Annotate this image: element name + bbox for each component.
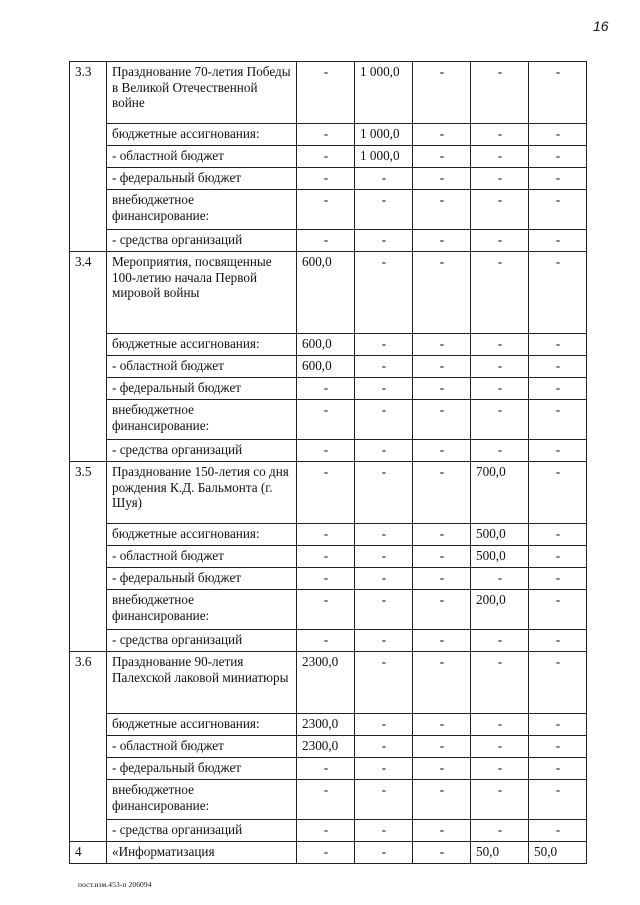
row-label: - средства организаций — [107, 440, 297, 462]
table-row — [70, 820, 587, 842]
value-cell: - — [413, 630, 471, 652]
value-cell: - — [355, 400, 413, 440]
value-cell: - — [355, 714, 413, 736]
table-row — [70, 190, 587, 230]
table-row — [70, 146, 587, 168]
value-cell: 600,0 — [297, 356, 355, 378]
value-cell: - — [355, 440, 413, 462]
table-row — [70, 842, 587, 864]
row-label: Празднование 150-летия со дня рождения К.Д. Бальмонта (г. Шуя) — [107, 462, 297, 524]
value-cell: - — [355, 842, 413, 864]
value-cell: - — [297, 230, 355, 252]
value-cell: - — [413, 124, 471, 146]
value-cell: - — [297, 462, 355, 524]
page-number: 16 — [593, 18, 609, 34]
value-cell: 2300,0 — [297, 736, 355, 758]
section-number-cell — [70, 230, 107, 252]
value-cell: - — [297, 590, 355, 630]
value-cell: - — [471, 758, 529, 780]
row-label: бюджетные ассигнования: — [107, 334, 297, 356]
value-cell: - — [413, 440, 471, 462]
value-cell: - — [413, 652, 471, 714]
value-cell: - — [529, 736, 587, 758]
table-row — [70, 758, 587, 780]
value-cell: - — [413, 590, 471, 630]
value-cell: 600,0 — [297, 252, 355, 334]
section-number-cell: 3.6 — [70, 652, 107, 714]
table-row — [70, 546, 587, 568]
section-number-cell — [70, 546, 107, 568]
document-footer-code: пост.изм.453-п 206094 — [78, 880, 152, 889]
row-label: бюджетные ассигнования: — [107, 124, 297, 146]
value-cell: - — [297, 400, 355, 440]
value-cell: - — [413, 736, 471, 758]
value-cell: - — [529, 780, 587, 820]
value-cell: - — [529, 378, 587, 400]
row-label: - областной бюджет — [107, 546, 297, 568]
table-row — [70, 62, 587, 124]
value-cell: - — [413, 356, 471, 378]
value-cell: - — [355, 780, 413, 820]
row-label: Мероприятия, посвященные 100-летию начала Первой мировой войны — [107, 252, 297, 334]
value-cell: - — [355, 168, 413, 190]
section-number-cell — [70, 440, 107, 462]
value-cell: - — [471, 378, 529, 400]
value-cell: - — [471, 230, 529, 252]
row-label: - федеральный бюджет — [107, 758, 297, 780]
section-number-cell — [70, 630, 107, 652]
table-row — [70, 736, 587, 758]
value-cell: - — [355, 252, 413, 334]
section-number-cell: 3.4 — [70, 252, 107, 334]
table-row — [70, 400, 587, 440]
value-cell: - — [471, 124, 529, 146]
value-cell: - — [297, 62, 355, 124]
section-number-cell — [70, 714, 107, 736]
value-cell: - — [413, 462, 471, 524]
section-number-cell: 3.3 — [70, 62, 107, 124]
table-row — [70, 780, 587, 820]
table-row — [70, 356, 587, 378]
value-cell: - — [297, 168, 355, 190]
section-number-cell — [70, 568, 107, 590]
row-label: - областной бюджет — [107, 146, 297, 168]
section-number-cell — [70, 524, 107, 546]
row-label: Празднование 70-летия Победы в Великой Отечественной войне — [107, 62, 297, 124]
section-number-cell — [70, 780, 107, 820]
value-cell: - — [529, 124, 587, 146]
row-label: «Информатизация — [107, 842, 297, 864]
value-cell: 1 000,0 — [355, 62, 413, 124]
value-cell: - — [297, 524, 355, 546]
section-number-cell: 3.5 — [70, 462, 107, 524]
row-label: - областной бюджет — [107, 736, 297, 758]
section-number-cell — [70, 124, 107, 146]
row-label: - областной бюджет — [107, 356, 297, 378]
value-cell: - — [471, 820, 529, 842]
value-cell: - — [297, 146, 355, 168]
section-number-cell — [70, 146, 107, 168]
section-number-cell — [70, 820, 107, 842]
value-cell: - — [355, 230, 413, 252]
value-cell: 50,0 — [529, 842, 587, 864]
value-cell: - — [529, 190, 587, 230]
value-cell: - — [471, 168, 529, 190]
value-cell: - — [297, 758, 355, 780]
value-cell: - — [413, 546, 471, 568]
value-cell: - — [529, 62, 587, 124]
row-label: внебюджетное финансирование: — [107, 190, 297, 230]
value-cell: - — [413, 524, 471, 546]
section-number-cell — [70, 168, 107, 190]
value-cell: - — [529, 252, 587, 334]
table-row — [70, 590, 587, 630]
value-cell: - — [413, 334, 471, 356]
value-cell: - — [297, 780, 355, 820]
value-cell: - — [471, 62, 529, 124]
value-cell: - — [529, 714, 587, 736]
section-number-cell — [70, 590, 107, 630]
value-cell: - — [471, 334, 529, 356]
table-row — [70, 334, 587, 356]
value-cell: - — [413, 168, 471, 190]
value-cell: - — [297, 546, 355, 568]
budget-table — [69, 61, 587, 864]
row-label: внебюджетное финансирование: — [107, 780, 297, 820]
value-cell: - — [355, 546, 413, 568]
table-row — [70, 714, 587, 736]
value-cell: - — [413, 230, 471, 252]
table-row — [70, 524, 587, 546]
value-cell: - — [355, 568, 413, 590]
value-cell: - — [471, 714, 529, 736]
value-cell: - — [297, 378, 355, 400]
table-row — [70, 378, 587, 400]
row-label: бюджетные ассигнования: — [107, 524, 297, 546]
section-number-cell — [70, 334, 107, 356]
section-number-cell — [70, 758, 107, 780]
value-cell: - — [529, 590, 587, 630]
section-number-cell — [70, 400, 107, 440]
value-cell: - — [297, 568, 355, 590]
section-number-cell: 4 — [70, 842, 107, 864]
value-cell: - — [355, 630, 413, 652]
value-cell: - — [297, 190, 355, 230]
value-cell: - — [413, 252, 471, 334]
value-cell: - — [529, 462, 587, 524]
value-cell: - — [471, 400, 529, 440]
value-cell: - — [529, 440, 587, 462]
section-number-cell — [70, 378, 107, 400]
value-cell: - — [471, 568, 529, 590]
value-cell: - — [529, 356, 587, 378]
value-cell: 1 000,0 — [355, 146, 413, 168]
value-cell: - — [355, 820, 413, 842]
value-cell: - — [413, 758, 471, 780]
table-row — [70, 168, 587, 190]
value-cell: 700,0 — [471, 462, 529, 524]
value-cell: - — [529, 400, 587, 440]
value-cell: - — [529, 146, 587, 168]
row-label: внебюджетное финансирование: — [107, 590, 297, 630]
value-cell: - — [297, 630, 355, 652]
value-cell: 50,0 — [471, 842, 529, 864]
value-cell: - — [529, 820, 587, 842]
value-cell: 200,0 — [471, 590, 529, 630]
value-cell: - — [529, 524, 587, 546]
value-cell: 500,0 — [471, 524, 529, 546]
value-cell: - — [529, 168, 587, 190]
value-cell: 2300,0 — [297, 714, 355, 736]
value-cell: 600,0 — [297, 334, 355, 356]
value-cell: - — [529, 230, 587, 252]
table-row — [70, 252, 587, 334]
value-cell: - — [529, 630, 587, 652]
row-label: - федеральный бюджет — [107, 168, 297, 190]
value-cell: - — [297, 124, 355, 146]
value-cell: - — [529, 568, 587, 590]
row-label: внебюджетное финансирование: — [107, 400, 297, 440]
value-cell: - — [355, 524, 413, 546]
value-cell: - — [413, 714, 471, 736]
value-cell: - — [413, 62, 471, 124]
value-cell: 1 000,0 — [355, 124, 413, 146]
value-cell: - — [355, 736, 413, 758]
value-cell: - — [355, 652, 413, 714]
table-row — [70, 230, 587, 252]
row-label: - средства организаций — [107, 230, 297, 252]
value-cell: - — [297, 842, 355, 864]
value-cell: - — [529, 546, 587, 568]
value-cell: - — [471, 780, 529, 820]
table-row — [70, 124, 587, 146]
value-cell: - — [413, 146, 471, 168]
value-cell: - — [297, 820, 355, 842]
value-cell: - — [529, 758, 587, 780]
value-cell: - — [355, 190, 413, 230]
value-cell: - — [413, 820, 471, 842]
value-cell: - — [413, 190, 471, 230]
value-cell: - — [355, 462, 413, 524]
row-label: - федеральный бюджет — [107, 378, 297, 400]
value-cell: - — [413, 780, 471, 820]
value-cell: - — [413, 378, 471, 400]
value-cell: - — [471, 736, 529, 758]
value-cell: - — [355, 590, 413, 630]
value-cell: - — [471, 652, 529, 714]
section-number-cell — [70, 190, 107, 230]
value-cell: - — [355, 356, 413, 378]
value-cell: - — [355, 378, 413, 400]
value-cell: - — [471, 440, 529, 462]
value-cell: - — [529, 334, 587, 356]
value-cell: - — [529, 652, 587, 714]
row-label: - федеральный бюджет — [107, 568, 297, 590]
table-row — [70, 568, 587, 590]
value-cell: - — [471, 356, 529, 378]
row-label: Празднование 90-летия Палехской лаковой миниатюры — [107, 652, 297, 714]
table-row — [70, 462, 587, 524]
table-row — [70, 630, 587, 652]
value-cell: 2300,0 — [297, 652, 355, 714]
value-cell: - — [297, 440, 355, 462]
row-label: - средства организаций — [107, 820, 297, 842]
value-cell: - — [471, 630, 529, 652]
table-row — [70, 652, 587, 714]
row-label: - средства организаций — [107, 630, 297, 652]
value-cell: 500,0 — [471, 546, 529, 568]
value-cell: - — [413, 400, 471, 440]
value-cell: - — [471, 146, 529, 168]
value-cell: - — [471, 190, 529, 230]
value-cell: - — [355, 334, 413, 356]
table-row — [70, 440, 587, 462]
row-label: бюджетные ассигнования: — [107, 714, 297, 736]
value-cell: - — [355, 758, 413, 780]
value-cell: - — [471, 252, 529, 334]
value-cell: - — [413, 568, 471, 590]
value-cell: - — [413, 842, 471, 864]
section-number-cell — [70, 356, 107, 378]
section-number-cell — [70, 736, 107, 758]
